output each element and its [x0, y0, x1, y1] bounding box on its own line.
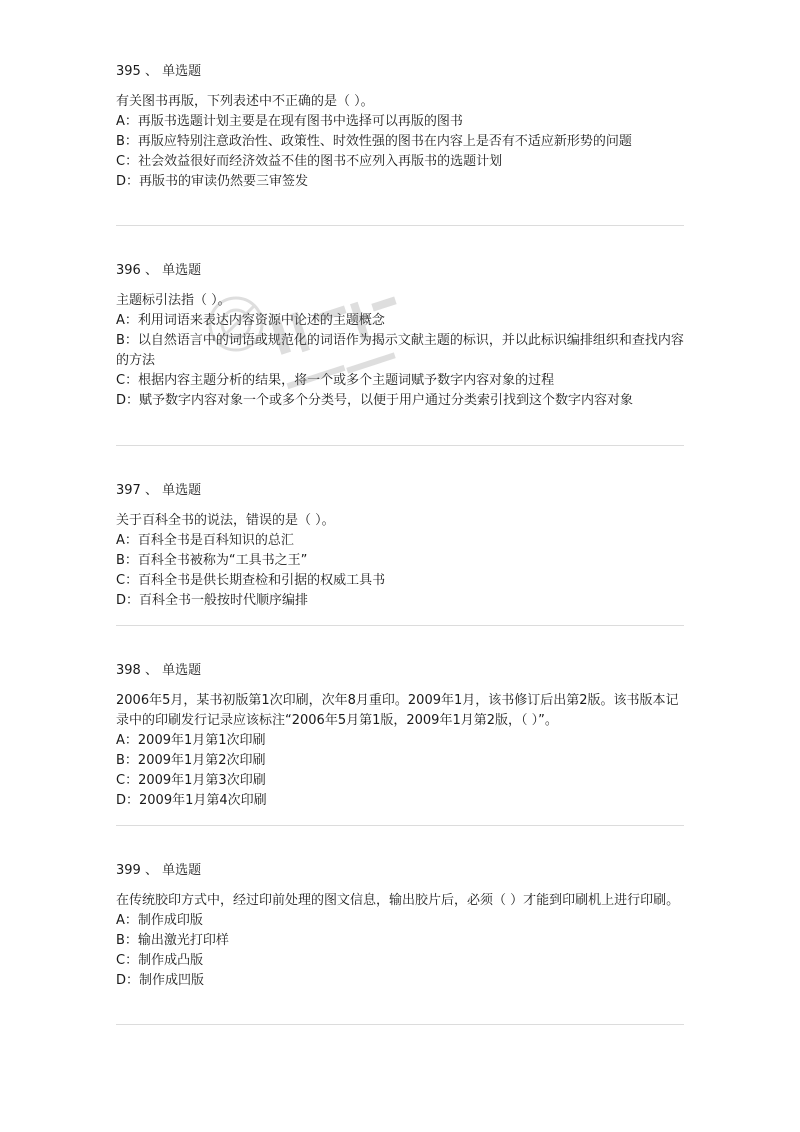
option-a	[116, 911, 684, 931]
option-label: D：	[116, 793, 140, 808]
option-text: 2009年1月第1次印刷	[137, 733, 266, 748]
question-397	[116, 481, 684, 611]
question-type: 单选题	[162, 64, 202, 79]
option-label: C：	[116, 773, 139, 788]
option-label: C：	[116, 373, 139, 388]
option-label: A：	[116, 733, 138, 748]
option-text: 再版书选题计划主要是在现有图书中选择可以再版的图书	[137, 114, 463, 129]
option-text: 2009年1月第4次印刷	[139, 793, 267, 808]
option-b	[116, 132, 684, 152]
question-divider	[116, 825, 684, 826]
option-text: 百科全书是百科知识的总汇	[137, 533, 294, 548]
question-type: 单选题	[162, 263, 202, 278]
option-text: 社会效益很好而经济效益不佳的图书不应列入再版书的选题计划	[138, 154, 503, 169]
question-separator: 、	[144, 663, 158, 678]
question-type: 单选题	[162, 483, 202, 498]
option-label: D：	[116, 393, 140, 408]
option-text: 利用词语来表达内容资源中论述的主题概念	[137, 313, 385, 328]
question-separator: 、	[144, 263, 158, 278]
option-label: D：	[116, 174, 140, 189]
option-text: 再版应特别注意政治性、政策性、时效性强的图书在内容上是否有不适应新形势的问题	[137, 134, 632, 149]
option-b	[116, 931, 684, 951]
option-text: 百科全书被称为“工具书之王”	[137, 553, 308, 568]
option-d	[116, 791, 684, 811]
option-text: 制作成凸版	[138, 953, 204, 968]
question-395	[116, 62, 684, 192]
option-d	[116, 172, 684, 192]
option-text: 根据内容主题分析的结果，将一个或多个主题词赋予数字内容对象的过程	[138, 373, 555, 388]
option-text: 输出激光打印样	[137, 933, 229, 948]
question-header	[116, 481, 684, 501]
question-number: 395	[116, 64, 141, 79]
question-body	[116, 691, 684, 811]
option-text: 百科全书一般按时代顺序编排	[139, 593, 309, 608]
option-text: 制作成凹版	[139, 973, 205, 988]
question-399	[116, 861, 684, 991]
option-label: C：	[116, 953, 139, 968]
question-398	[116, 661, 684, 811]
option-label: C：	[116, 154, 139, 169]
watermark-seal-icon	[196, 282, 426, 422]
question-separator: 、	[144, 863, 158, 878]
option-label: B：	[116, 553, 138, 568]
question-divider	[116, 1024, 684, 1025]
question-stem: 主题标引法指（ ）。	[116, 293, 231, 308]
option-b	[116, 751, 684, 771]
option-b	[116, 551, 684, 571]
question-divider	[116, 445, 684, 446]
question-type: 单选题	[162, 863, 202, 878]
question-header	[116, 861, 684, 881]
question-number: 399	[116, 863, 141, 878]
question-number: 398	[116, 663, 141, 678]
question-body	[116, 891, 684, 991]
option-c	[116, 951, 684, 971]
option-a	[116, 731, 684, 751]
option-label: B：	[116, 134, 138, 149]
option-text: 赋予数字内容对象一个或多个分类号，以便于用户通过分类索引找到这个数字内容对象	[139, 393, 634, 408]
option-label: A：	[116, 533, 138, 548]
option-c	[116, 571, 684, 591]
question-header	[116, 62, 684, 82]
option-label: B：	[116, 753, 138, 768]
question-stem: 有关图书再版，下列表述中不正确的是（ ）。	[116, 94, 374, 109]
question-body	[116, 511, 684, 611]
option-label: A：	[116, 114, 138, 129]
question-type: 单选题	[162, 663, 202, 678]
question-divider	[116, 625, 684, 626]
option-text: 以自然语言中的词语或规范化的词语作为揭示文献主题的标识，并以此标识编排组织和查找内容的方法	[116, 333, 684, 368]
question-separator: 、	[144, 64, 158, 79]
option-text: 制作成印版	[137, 913, 203, 928]
question-body	[116, 92, 684, 192]
option-label: A：	[116, 913, 138, 928]
option-label: C：	[116, 573, 139, 588]
option-a	[116, 112, 684, 132]
option-text: 百科全书是供长期查检和引据的权威工具书	[138, 573, 386, 588]
option-label: D：	[116, 973, 140, 988]
option-text: 再版书的审读仍然要三审签发	[139, 174, 309, 189]
question-stem: 2006年5月，某书初版第1次印刷，次年8月重印。2009年1月，该书修订后出第2版。该书版本记录中的印刷发行记录应该标注“2006年5月第1版，2009年1月第2版，（ ）”。	[116, 693, 679, 728]
option-label: A：	[116, 313, 138, 328]
option-text: 2009年1月第2次印刷	[137, 753, 266, 768]
question-header	[116, 661, 684, 681]
option-label: B：	[116, 333, 138, 348]
option-c	[116, 152, 684, 172]
option-a	[116, 531, 684, 551]
question-stem: 在传统胶印方式中，经过印前处理的图文信息，输出胶片后，必须（ ）才能到印刷机上进行印刷。	[116, 893, 680, 908]
option-c	[116, 771, 684, 791]
question-separator: 、	[144, 483, 158, 498]
option-d	[116, 971, 684, 991]
option-text: 2009年1月第3次印刷	[138, 773, 266, 788]
option-label: D：	[116, 593, 140, 608]
question-divider	[116, 225, 684, 226]
option-d	[116, 591, 684, 611]
question-number: 396	[116, 263, 141, 278]
question-number: 397	[116, 483, 141, 498]
question-header	[116, 261, 684, 281]
option-label: B：	[116, 933, 138, 948]
question-stem: 关于百科全书的说法，错误的是（ ）。	[116, 513, 335, 528]
